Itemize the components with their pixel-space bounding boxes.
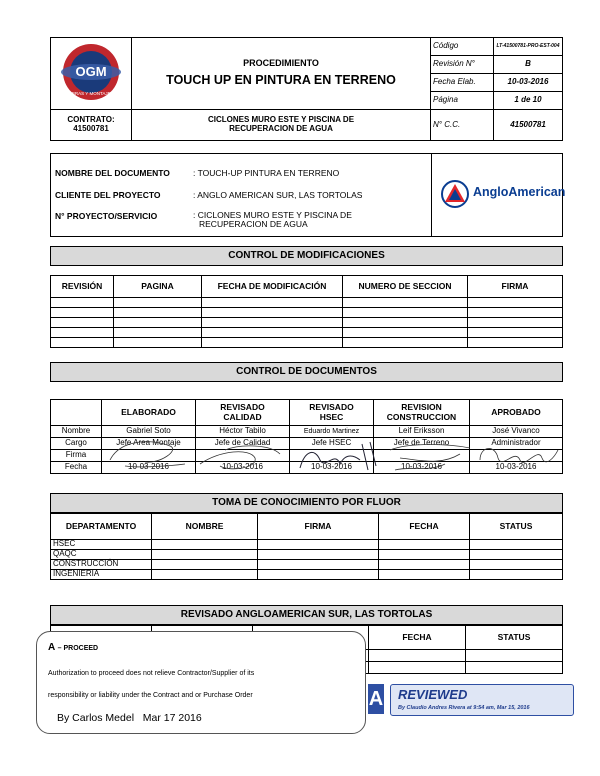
table-row: HSEC (51, 540, 563, 550)
nombre-elaborado: Gabriel Soto (102, 426, 196, 438)
signatures-overlay (50, 420, 563, 486)
reviewed-subtitle: By Claudio Andres Rivera at 9:54 am, Mar 15, 2016 (398, 705, 530, 711)
contract-number: 41500781 (73, 124, 109, 133)
pagina-value: 1 de 10 (494, 92, 563, 110)
project-value-line-1: : CICLONES MURO ESTE Y PISCINA DE (193, 210, 352, 220)
logo-text: OGM (75, 64, 107, 80)
documents-title: CONTROL DE DOCUMENTOS (50, 362, 563, 382)
header-table (50, 37, 563, 141)
cc-value: 41500781 (494, 110, 563, 141)
row-label-fecha: Fecha (51, 462, 102, 474)
fluor-header-status: STATUS (470, 514, 563, 540)
doc-col-aprobado: APROBADO (470, 400, 563, 426)
doc-col-construccion: REVISION CONSTRUCCION (374, 400, 470, 426)
mod-header-revision: REVISIÓN (51, 276, 114, 298)
fluor-header-fecha: FECHA (379, 514, 470, 540)
proceed-line-2: responsibility or liability under the Contract and or Purchase Order (48, 692, 253, 699)
contract-cell (51, 110, 132, 141)
title-cell (132, 38, 431, 110)
table-row (51, 308, 563, 318)
project-value-line-2: RECUPERACION DE AGUA (199, 219, 308, 230)
cc-label: N° C.C. (431, 110, 494, 141)
doc-col-elaborado: ELABORADO (102, 400, 196, 426)
document-info-box (50, 153, 566, 237)
cargo-aprobado: Administrador (470, 438, 563, 450)
nombre-hsec: Eduardo Martinez (290, 426, 374, 438)
logo-cell (51, 38, 132, 110)
client-label: CLIENTE DEL PROYECTO (55, 190, 161, 200)
signature-aprobado (480, 448, 558, 462)
fluor-header-nombre: NOMBRE (152, 514, 258, 540)
table-row (51, 298, 563, 308)
revision-label: Revisión N° (431, 56, 494, 74)
logo-ring-text: OBRAS Y MONTAJES (68, 91, 114, 97)
page-title: TOUCH UP EN PINTURA EN TERRENO (166, 73, 396, 88)
proceed-line-1: Authorization to proceed does not relieve Contractor/Supplier of its (48, 670, 255, 677)
mod-header-seccion: NUMERO DE SECCION (343, 276, 468, 298)
cargo-elaborado: Jefe Area Montaje (102, 438, 196, 450)
modifications-title: CONTROL DE MODIFICACIONES (50, 246, 563, 266)
cargo-construccion: Jefe de Terreno (374, 438, 470, 450)
fecha-value: 10-03-2016 (494, 74, 563, 92)
anglo-review-title: REVISADO ANGLOAMERICAN SUR, LAS TORTOLAS (50, 605, 563, 625)
modifications-table (50, 275, 563, 348)
project-cell (132, 110, 431, 141)
row-label-firma: Firma (51, 450, 102, 462)
proceed-heading: A – PROCEED (48, 642, 99, 653)
signature-calidad (200, 446, 280, 469)
table-row: CONSTRUCCIÓN (51, 560, 563, 570)
nombre-aprobado: José Vivanco (470, 426, 563, 438)
table-row: INGENIERIA (51, 570, 563, 580)
fluor-header-departamento: DEPARTAMENTO (51, 514, 152, 540)
codigo-value: LT-41500781-PRO-EST-004 (494, 38, 563, 56)
mod-header-firma: FIRMA (468, 276, 563, 298)
fecha-calidad: 10-03-2016 (196, 462, 290, 474)
project-line-1: CICLONES MURO ESTE Y PISCINA DE (207, 115, 355, 125)
anglo-header-fecha: FECHA (369, 626, 466, 650)
ogm-logo-icon (56, 41, 126, 103)
anglo-american-icon (441, 180, 469, 208)
nombre-calidad: Héctor Tabilo (196, 426, 290, 438)
codigo-label: Código (431, 38, 494, 56)
fecha-label: Fecha Elab. (431, 74, 494, 92)
doc-type: PROCEDIMIENTO (243, 58, 319, 69)
reviewed-stamp (390, 684, 574, 716)
table-row: QAQC (51, 550, 563, 560)
project-label: N° PROYECTO/SERVICIO (55, 211, 158, 221)
fluor-header-firma: FIRMA (258, 514, 379, 540)
proceed-stamp (36, 631, 366, 734)
cargo-calidad: Jefe de Calidad (196, 438, 290, 450)
project-value (193, 211, 352, 230)
doc-col-calidad: REVISADO CALIDAD (196, 400, 290, 426)
reviewed-letter: A (368, 684, 384, 714)
fecha-aprobado: 10-03-2016 (470, 462, 563, 474)
row-label-nombre: Nombre (51, 426, 102, 438)
row-label-cargo: Cargo (51, 438, 102, 450)
signature-construccion (390, 445, 470, 471)
table-row (51, 328, 563, 338)
client-value: : ANGLO AMERICAN SUR, LAS TORTOLAS (193, 190, 363, 200)
doc-name-value: : TOUCH-UP PINTURA EN TERRENO (193, 168, 340, 178)
fluor-title: TOMA DE CONOCIMIENTO POR FLUOR (50, 493, 563, 513)
proceed-signed: By Carlos Medel Mar 17 2016 (57, 712, 202, 724)
signature-elaborado (110, 442, 185, 467)
fluor-table (50, 513, 563, 580)
project-line-2: RECUPERACION DE AGUA (229, 124, 333, 133)
reviewed-title: REVIEWED (398, 687, 468, 702)
doc-name-label: NOMBRE DEL DOCUMENTO (55, 168, 170, 178)
doc-col-hsec: REVISADO HSEC (290, 400, 374, 426)
nombre-construccion: Leif Eriksson (374, 426, 470, 438)
table-row (51, 338, 563, 348)
fecha-elaborado: 10-03-2016 (102, 462, 196, 474)
fecha-construccion: 10-03-2016 (374, 462, 470, 474)
fecha-hsec: 10-03-2016 (290, 462, 374, 474)
pagina-label: Página (431, 92, 494, 110)
table-row (51, 318, 563, 328)
mod-header-fecha: FECHA DE MODIFICACIÓN (202, 276, 343, 298)
anglo-header-status: STATUS (466, 626, 563, 650)
cargo-hsec: Jefe HSEC (290, 438, 374, 450)
anglo-american-logo (441, 178, 566, 212)
revision-value: B (494, 56, 563, 74)
mod-header-pagina: PAGINA (114, 276, 202, 298)
brand-text: AngloAmerican (473, 185, 566, 199)
contract-label: CONTRATO: (67, 115, 115, 125)
signature-hsec (300, 442, 376, 470)
